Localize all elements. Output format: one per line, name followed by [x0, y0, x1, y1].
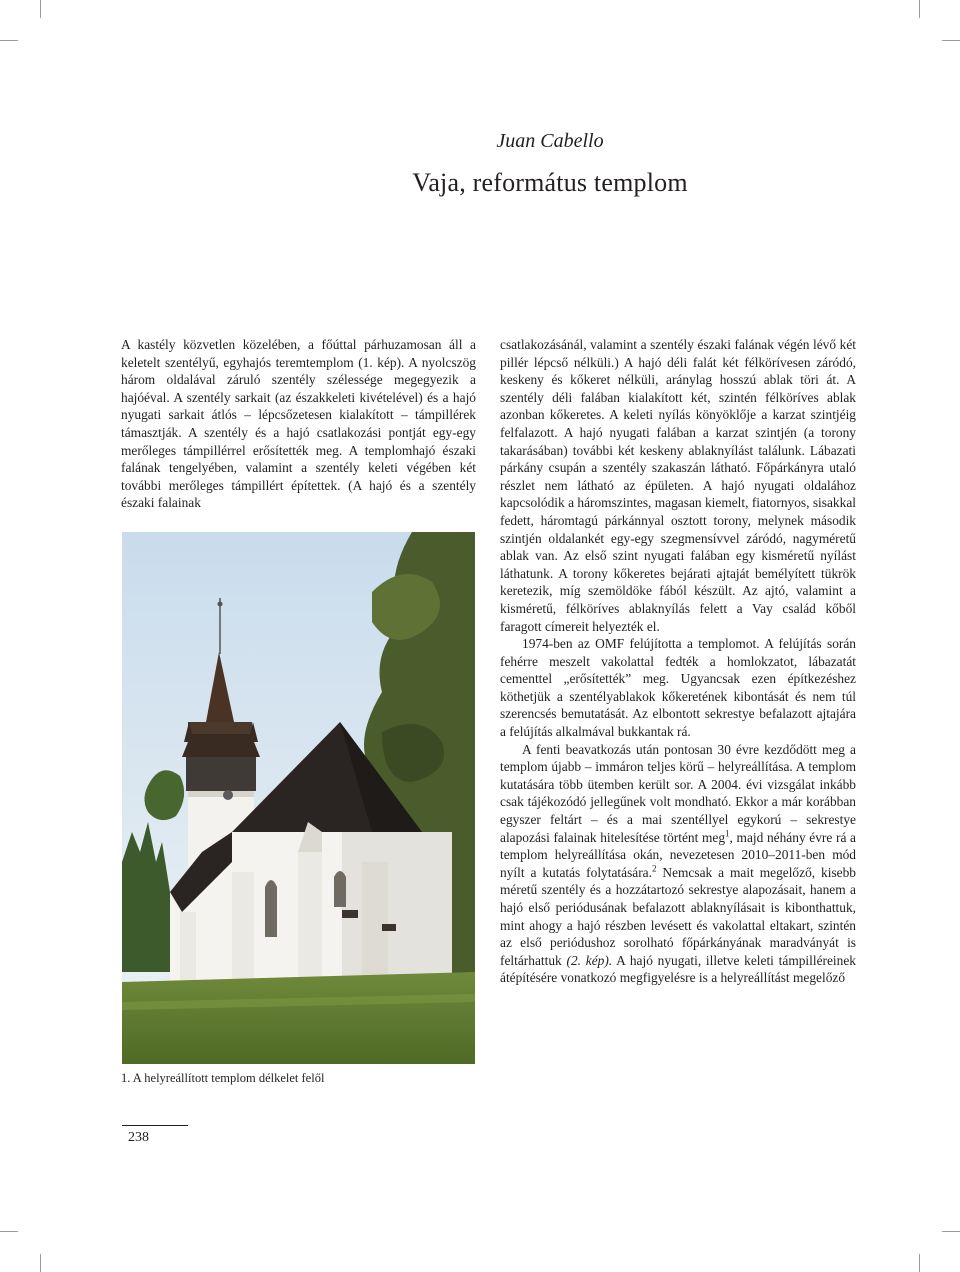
crop-mark	[0, 1231, 18, 1232]
figure-reference: (2. kép).	[566, 952, 613, 968]
paragraph-text: A fenti beavatkozás után pontosan 30 évre kezdődött meg a templom újabb – immáron teljes körű – helyreállítása. A templom kutatására több ütemben került sor. A 2004. évi vizsgálat inkább csak tájékozódó jellegűnek volt mondható. Ekkor a már korábban egyszer feltárt – és a mai szentéllyel egykorú – sekrestye alapozási falainak hitelesítése történt meg	[500, 741, 856, 845]
crop-mark	[0, 40, 18, 41]
crop-mark	[40, 0, 41, 18]
article-author: Juan Cabello	[496, 130, 604, 152]
footnote-ref-1[interactable]: 1	[725, 828, 730, 839]
paragraph-text: Nemcsak a mait megelőző, kisebb méretű szentély és a hozzátartozó sekrestye alapozásait, hanem a hajó első periódusának befalazott ablaknyílásait is kibonthattuk, mint ahogy a hajó részben levésett és vakolattal eltakart, szintén az első periódushoz sorolható főpárkányának maradványát is feltárhattuk	[500, 864, 856, 968]
right-paragraph-2: 1974-ben az OMF felújította a templomot. A felújítás során fehérre meszelt vakolattal fedték a homlokzatot, lábazatát cementtel „erősítették” meg. Ugyancsak ezen építkezéshez köthetjük a szentélyablakok kőkeretének kibontását és nem túl szerencsés bemutatását. Az elbontott sekrestye befalazott ajtajára a felújítás alkalmával bukkantak rá.	[500, 636, 856, 740]
right-paragraph-3	[500, 741, 856, 987]
article-title: Vaja, református templom	[412, 168, 688, 197]
paragraph-text: , majd néhány évre rá a templom helyreállítása okán, nevezetesen 2010–2011-ben mód nyílt a kutatás folytatására.	[500, 829, 856, 880]
figure-caption: 1. A helyreállított templom délkelet felől	[121, 1071, 325, 1085]
crop-mark	[919, 1254, 920, 1272]
crop-mark	[919, 0, 920, 18]
left-text-column	[121, 336, 476, 512]
left-paragraph: A kastély közvetlen közelében, a főúttal párhuzamosan áll a keletelt szentélyű, egyhajós teremtemplom (1. kép). A nyolcszög három oldalával záruló szentély szélessége megegyezik a hajóéval. A szentély sarkait (az északkeleti kivételével) és a hajó nyugati sarkait átlós – lépcsőzetesen kialakított – támpillérek támasztják. A szentély és a hajó csatlakozási pontját egy-egy merőleges támpillérrel erősítették meg. A templomhajó északi falának tengelyében, valamint a szentély keleti végében két további merőleges támpillért építettek. (A hajó és a szentély északi falainak	[121, 337, 476, 511]
paragraph-text: A hajó nyugati, illetve keleti támpilléreinek átépítésére vonatkozó megfigyelésre is a helyreállítást megelőző	[500, 952, 856, 986]
crop-mark	[942, 40, 960, 41]
crop-mark	[40, 1254, 41, 1272]
page-number: 238	[128, 1130, 149, 1145]
church-photo	[122, 532, 475, 1064]
right-text-column	[500, 336, 856, 987]
page-number-rule	[122, 1125, 188, 1126]
right-paragraph-1: csatlakozásánál, valamint a szentély északi falának végén lévő két pillér lépcső nélküli.) A hajó déli falát két félkörívesen záródó, keskeny és kőkeret nélküli, aránylag hosszú ablak töri át. A szentély déli falában kialakított két, szintén félköríves ablak azonban kőkeretes. A keleti nyílás könyöklője a karzat szintjéig felfalazott. A hajó nyugati falában a karzat szintjén (a torony takarásában) további két keskeny ablaknyílást találunk. Lábazati párkány csupán a szentély szakaszán látható. Főpárkányra utaló részlet nem látható az épületen. A hajó nyugati oldalához kapcsolódik a háromszintes, magasan kiemelt, fiatornyos, sisakkal fedett, háromtagú párkánnyal osztott torony, melynek második szintjén oldalankét egy-egy szegmensívvel záródó, nagyméretű ablak van. Az első szint nyugati falában egy kisméretű nyílást láthatunk. A torony kőkeretes bejárati ajtaját bemélyített tükrök keretezik, míg szemöldöke fából készült. Az ajtó, valamint a kisméretű, félköríves ablaknyílás felett a Vay család kőből faragott címereit helyezték el.	[500, 337, 856, 634]
crop-mark	[942, 1231, 960, 1232]
footnote-ref-2[interactable]: 2	[651, 863, 657, 874]
